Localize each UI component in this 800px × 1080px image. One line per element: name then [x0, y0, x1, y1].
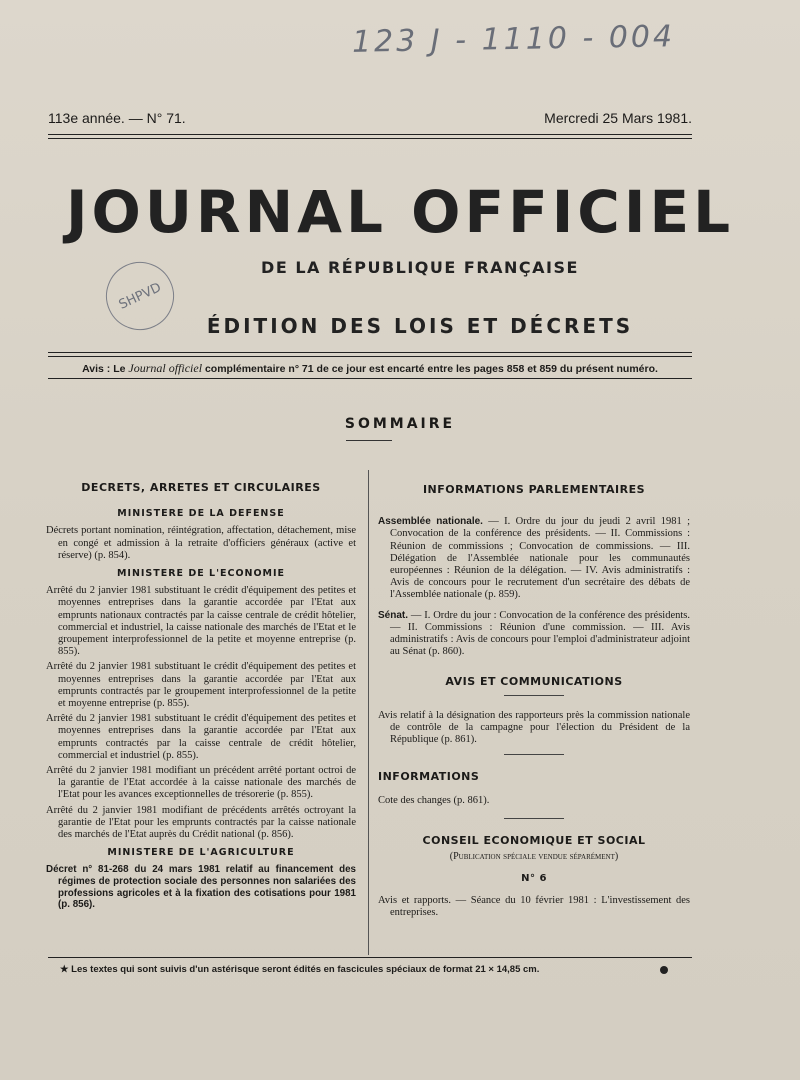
sommaire-rule — [346, 440, 392, 441]
notice-rule-bottom — [48, 378, 692, 379]
informations-parlementaires-heading: INFORMATIONS PARLEMENTAIRES — [422, 483, 646, 496]
informations-entry: Cote des changes (p. 861). — [378, 795, 490, 807]
avis-entry: Avis relatif à la désignation des rapporteurs près la commission nationale de contrôle de la campagne pour l'élection du Président de la République (p. 861). — [378, 709, 690, 746]
economie-entry: Arrêté du 2 janvier 1981 substituant le crédit d'équipement des petites et moyennes entreprises dans la garantie accordée par l'Etat aux emprunts contractés par la caisse centrale de crédit hôtelier, commercial et industriel (p. 855). — [46, 713, 356, 761]
economie-entry: Arrêté du 2 janvier 1981 modifiant un précédent arrêté portant octroi de la garantie de l'Etat accordée à la caisse nationale des marchés de l'Etat pour les avances exceptionnelles de trésorerie (p. 855). — [46, 765, 356, 801]
agriculture-entry: Décret n° 81-268 du 24 mars 1981 relatif au financement des régimes de protection sociale des personnes non salariées des professions agricoles et à la fixation des cotisations pour 1981 (p. 856). — [46, 864, 356, 911]
header-rule-double — [48, 138, 692, 139]
ministry-agriculture-heading: MINISTERE DE L'AGRICULTURE — [107, 847, 295, 859]
issue-date: Mercredi 25 Mars 1981. — [544, 110, 692, 126]
right-column — [378, 484, 690, 923]
footnote: ★ Les textes qui sont suivis d'un astérisque seront édités en fascicules spéciaux de format 21 × 14,85 cm. — [60, 964, 540, 975]
notice-line: Avis : Le Journal officiel complémentaire n° 71 de ce jour est encarté entre les pages 858 et 859 du présent numéro. — [82, 361, 658, 375]
informations-rule — [504, 818, 564, 819]
conseil-entry: Avis et rapports. — Séance du 10 février 1981 : L'investissement des entreprises. — [378, 895, 690, 919]
assemblee-entry — [378, 516, 690, 601]
economie-entry: Arrêté du 2 janvier 1981 modifiant de précédents arrêtés octroyant la garantie de l'Etat pour les emprunts contractés par la caisse nationale des marchés de l'Etat auprès du Crédit national (p. 856). — [46, 804, 356, 841]
ministry-economie-heading: MINISTERE DE L'ECONOMIE — [116, 568, 286, 580]
issue-number: 113e année. — N° 71. — [48, 110, 186, 126]
avis-communications-heading: AVIS ET COMMUNICATIONS — [445, 675, 623, 689]
issue-header — [48, 110, 692, 126]
header-rule — [48, 134, 692, 135]
informations-heading: INFORMATIONS — [378, 770, 480, 784]
assemblee-text: — I. Ordre du jour du jeudi 2 avril 1981 ; Convocation de la conférence des présidents. — II. Commissions : Réunion de commissions ; Convocation de commissions. — III. Délégation de l'Assemblée nationale pour les communautés européennes : Réunion de la délégation. — IV. Avis administratifs : Avis de concours pour le recrutement d'un secrétaire des débats de l'Assemblée nationale (p. 859). — [390, 516, 690, 601]
economie-entry: Arrêté du 2 janvier 1981 substituant le crédit d'équipement des petites et moyennes entreprises dans la garantie accordée par l'Etat aux emprunts nationaux contractés par la caisse centrale de crédit hôtelier, commercial et industriel, la caisse nationale des marchés de l'Etat et le groupement interprofessionnel de la petite et moyenne entreprise (p. 855). — [46, 585, 356, 658]
conseil-subheading: (Publication spéciale vendue séparément) — [449, 850, 619, 862]
senat-lead: Sénat. — [378, 609, 409, 621]
notice-rule-top — [48, 352, 692, 353]
conseil-heading: CONSEIL ECONOMIQUE ET SOCIAL — [422, 833, 646, 847]
ministry-defense-heading: MINISTERE DE LA DEFENSE — [117, 508, 285, 520]
economie-entry: Arrêté du 2 janvier 1981 substituant le crédit d'équipement des petites et moyennes entreprises dans la garantie accordée par l'Etat aux emprunts contractés par le groupement interprofessionnel de la petite et moyenne entreprise (p. 855). — [46, 661, 356, 710]
left-column — [46, 482, 356, 914]
bullet-dot — [660, 966, 668, 974]
assemblee-lead: Assemblée nationale. — [378, 516, 483, 528]
defense-entry: Décrets portant nomination, réintégration, affectation, détachement, mise en congé et admission à la retraite d'officiers généraux (active et réserve) (p. 854). — [46, 525, 356, 561]
handwritten-reference: 123 J - 1110 - 004 — [351, 19, 676, 60]
notice-rule-top-double — [48, 356, 692, 357]
column-divider — [368, 470, 369, 955]
senat-text: — I. Ordre du jour : Convocation de la conférence des présidents. — II. Commissions : Réunion d'une commission. — III. Avis administratifs : Avis de concours pour l'emploi d'administrateur adjoint au Sénat (p. 860). — [390, 609, 691, 658]
decrets-heading: DECRETS, ARRETES ET CIRCULAIRES — [81, 481, 321, 494]
senat-entry — [378, 610, 690, 659]
library-stamp: SHPVD — [95, 251, 185, 341]
avis-rule — [504, 695, 564, 696]
sommaire-heading: SOMMAIRE — [344, 416, 456, 432]
masthead-title: JOURNAL OFFICIEL — [65, 178, 735, 246]
avis-rule-bottom — [504, 754, 564, 755]
footer-rule — [48, 957, 692, 958]
masthead-subtitle: DE LA RÉPUBLIQUE FRANÇAISE — [261, 258, 579, 277]
conseil-number: N° 6 — [521, 873, 547, 885]
masthead-edition: ÉDITION DES LOIS ET DÉCRETS — [206, 314, 634, 338]
